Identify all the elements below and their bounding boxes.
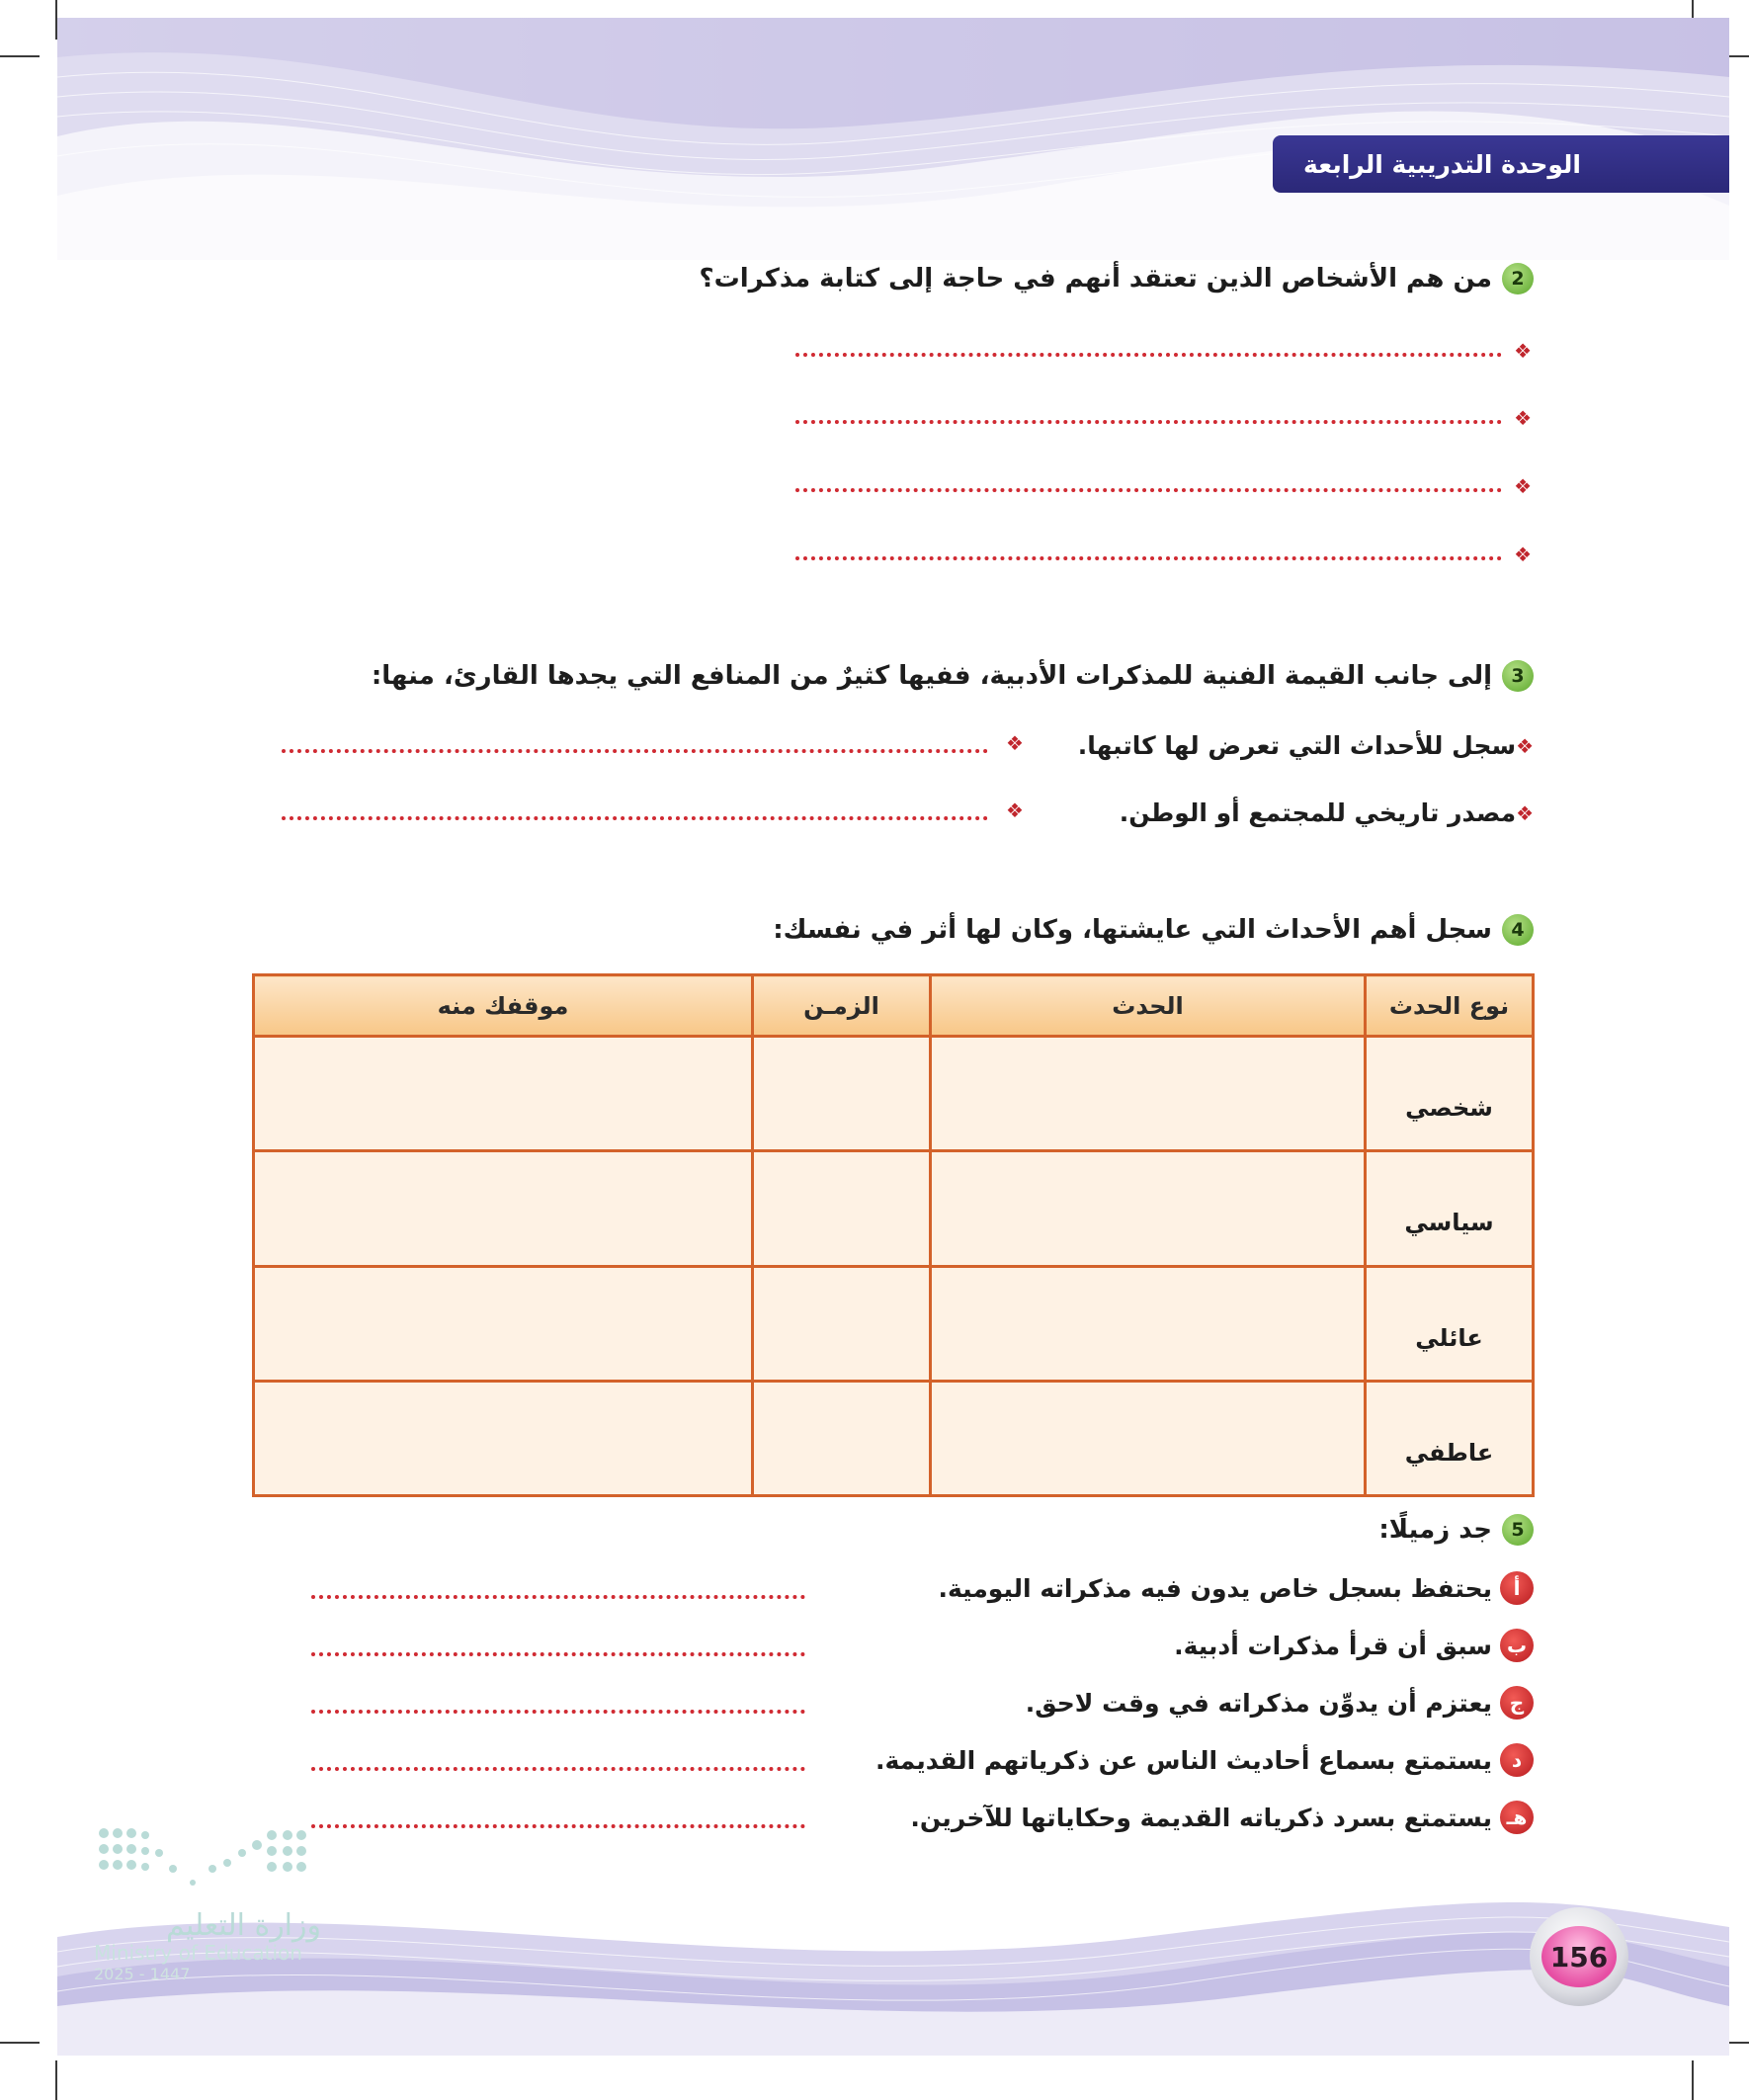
answer-dotted-line[interactable] [311,1767,805,1771]
question-4-text: سجل أهم الأحداث التي عايشتها، وكان لها أثر في نفسك: [773,915,1492,945]
item-text: سبق أن قرأ مذكرات أدبية. [1174,1631,1492,1660]
crop-mark [1692,2060,1694,2100]
question-3 [372,660,1534,692]
column-header-type: نوع الحدث [1366,975,1534,1037]
events-table [252,973,1535,1497]
answer-dotted-line[interactable] [282,749,988,753]
item-text: يستمتع بسماع أحاديث الناس عن ذكرياتهم القديمة. [874,1745,1492,1775]
answer-line-2 [1514,406,1532,430]
letter-badge-icon: ج [1500,1686,1534,1720]
question-4 [773,914,1534,946]
ministry-dots-icon [94,1823,311,1892]
ministry-name-ar: وزارة التعليم [165,1908,321,1943]
letter-badge-icon: د [1500,1743,1534,1777]
benefit-item-blank [1006,798,1024,822]
find-classmate-item [1174,1629,1534,1662]
column-header-event: الحدث [931,975,1366,1037]
question-2-text: من هم الأشخاص الذين تعتقد أنهم في حاجة إلى كتابة مذكرات؟ [699,264,1492,294]
question-number-badge: 3 [1502,660,1534,692]
column-header-stance: موقفك منه [254,975,753,1037]
column-header-time: الزمـن [753,975,931,1037]
benefit-text: سجل للأحداث التي تعرض لها كاتبها. [1077,731,1517,760]
table-row [254,1151,1534,1266]
answer-dotted-line[interactable] [311,1710,805,1714]
crop-mark [0,2042,40,2044]
find-classmate-item [938,1571,1534,1605]
benefit-item-blank [1006,731,1024,755]
find-classmate-item [875,1743,1534,1777]
unit-title-badge [1273,135,1729,193]
bullet-icon: ❖ [1516,733,1534,758]
letter-badge-icon: أ [1500,1571,1534,1605]
stance-cell[interactable] [254,1381,753,1495]
question-number-badge: 4 [1502,914,1534,946]
benefit-text: مصدر تاريخي للمجتمع أو الوطن. [1119,798,1517,827]
letter-badge-icon: ب [1500,1629,1534,1662]
time-cell[interactable] [753,1037,931,1151]
event-type-cell: شخصي [1366,1037,1534,1151]
answer-line-3 [1514,474,1532,498]
event-type-cell: عائلي [1366,1266,1534,1381]
answer-dotted-line[interactable] [311,1652,805,1656]
answer-dotted-line[interactable] [795,488,1502,492]
bullet-icon: ❖ [1514,474,1532,498]
bullet-icon: ❖ [1514,339,1532,363]
answer-dotted-line[interactable] [311,1595,805,1599]
event-type-cell: سياسي [1366,1151,1534,1266]
edition-year: 2025 - 1447 [94,1965,191,1983]
answer-dotted-line[interactable] [282,816,988,820]
table-row [254,1381,1534,1495]
ministry-logo [94,1823,321,2006]
question-5-text: جد زميلًا: [1378,1515,1492,1545]
letter-badge-icon: هـ [1500,1801,1534,1834]
event-cell[interactable] [931,1381,1366,1495]
stance-cell[interactable] [254,1266,753,1381]
question-number-badge: 5 [1502,1514,1534,1546]
time-cell[interactable] [753,1266,931,1381]
unit-title: الوحدة التدريبية الرابعة [1303,149,1581,179]
crop-mark [55,2060,57,2100]
page-number-badge [1530,1907,1628,2006]
bullet-icon: ❖ [1514,543,1532,566]
event-cell[interactable] [931,1266,1366,1381]
table-row [254,1266,1534,1381]
bullet-icon: ❖ [1006,798,1024,822]
crop-mark [0,55,40,57]
bullet-icon: ❖ [1514,406,1532,430]
find-classmate-item [910,1801,1534,1834]
answer-line-4 [1514,543,1532,566]
question-number-badge: 2 [1502,263,1534,294]
item-text: يحتفظ بسجل خاص يدون فيه مذكراته اليومية. [938,1573,1492,1603]
bullet-icon: ❖ [1516,800,1534,825]
time-cell[interactable] [753,1381,931,1495]
bullet-icon: ❖ [1006,731,1024,755]
answer-dotted-line[interactable] [311,1824,805,1828]
ministry-name-en: Ministry of Education [94,1941,302,1965]
answer-line-1 [1514,339,1532,363]
benefit-item [1120,798,1534,827]
question-3-text: إلى جانب القيمة الفنية للمذكرات الأدبية، ففيها كثيرٌ من المنافع التي يجدها القارئ، منها: [371,661,1492,691]
find-classmate-item [1026,1686,1534,1720]
page-number: 156 [1541,1926,1617,1987]
benefit-item [1078,731,1534,760]
table-row [254,1037,1534,1151]
question-5 [1378,1514,1534,1546]
item-text: يعتزم أن يدوِّن مذكراته في وقت لاحق. [1025,1688,1492,1718]
event-type-cell: عاطفي [1366,1381,1534,1495]
stance-cell[interactable] [254,1151,753,1266]
answer-dotted-line[interactable] [795,353,1502,357]
time-cell[interactable] [753,1151,931,1266]
answer-dotted-line[interactable] [795,556,1502,560]
item-text: يستمتع بسرد ذكرياته القديمة وحكاياتها للآخرين. [910,1803,1492,1832]
event-cell[interactable] [931,1151,1366,1266]
event-cell[interactable] [931,1037,1366,1151]
stance-cell[interactable] [254,1037,753,1151]
question-2 [700,263,1534,294]
answer-dotted-line[interactable] [795,420,1502,424]
